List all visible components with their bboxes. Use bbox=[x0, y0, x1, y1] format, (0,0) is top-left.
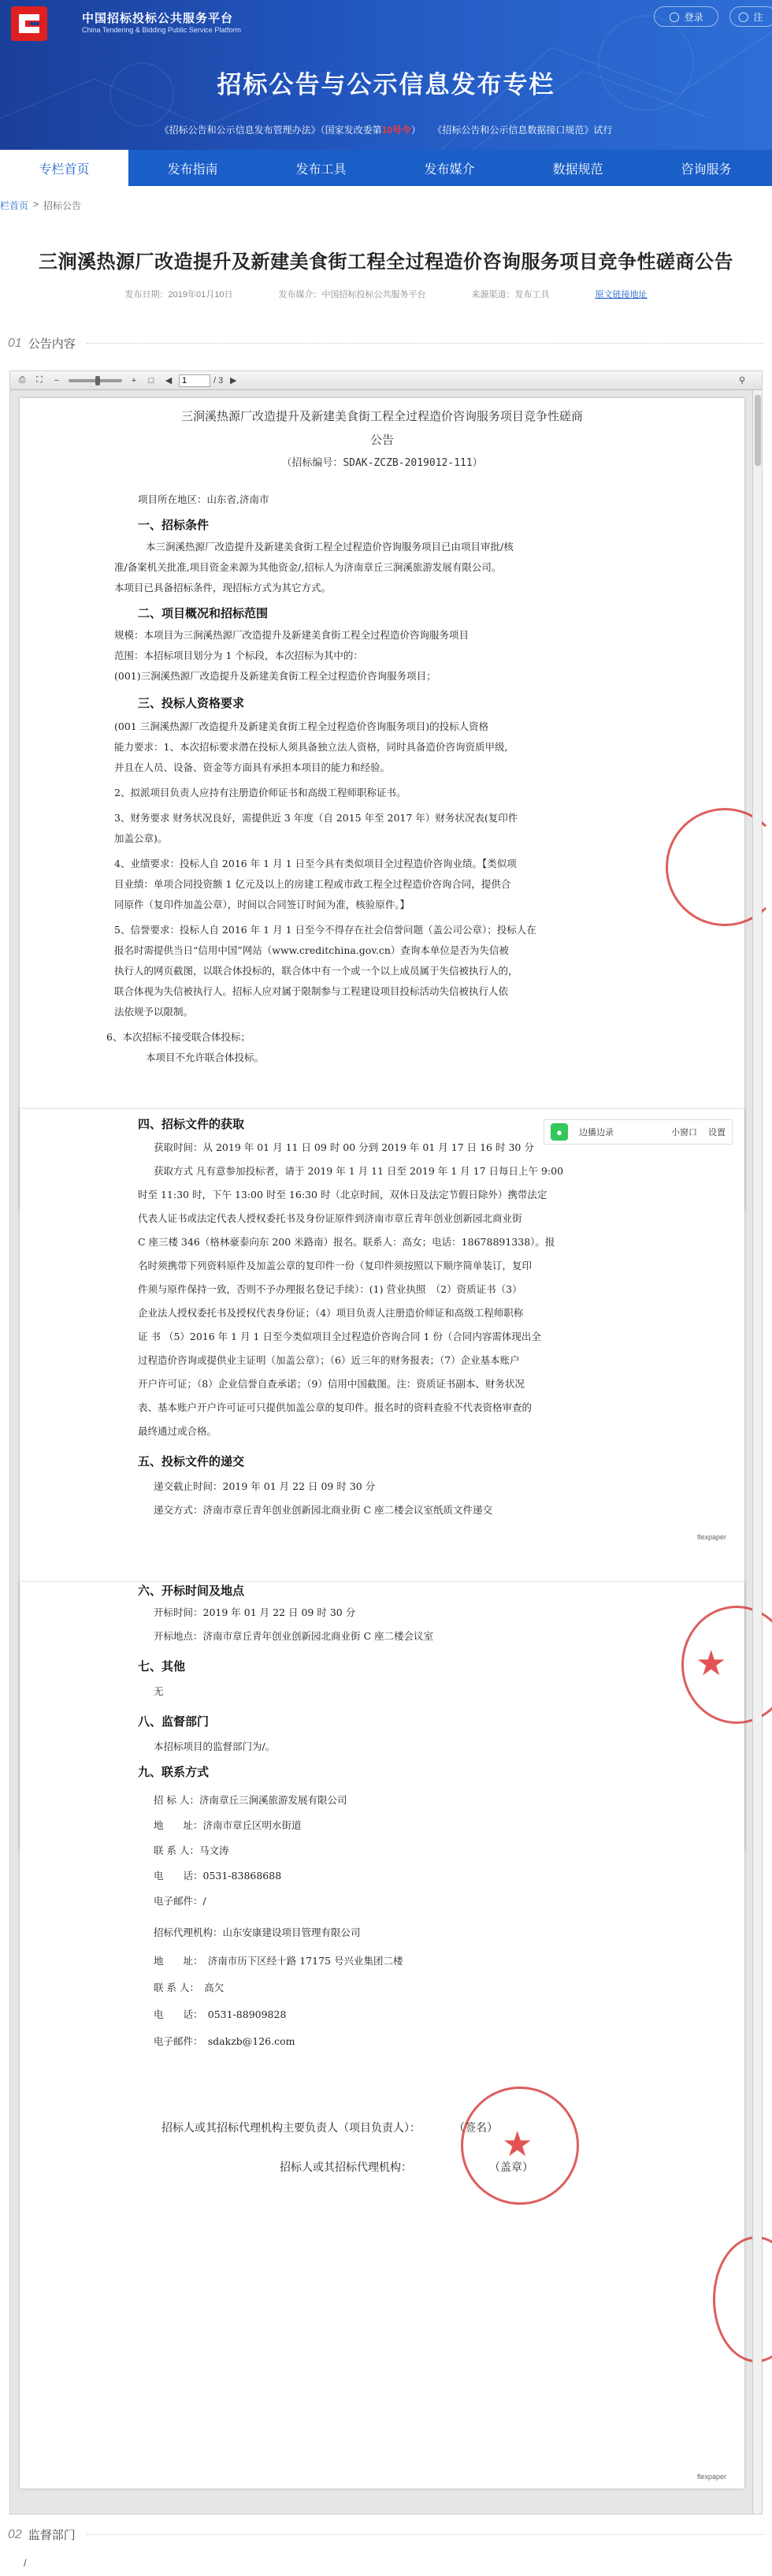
doc-text: 6、本次招标不接受联合体投标； bbox=[106, 1031, 251, 1043]
seal-star-icon: ★ bbox=[502, 2124, 533, 2165]
doc-text: 4、业绩要求：投标人自 2016 年 1 月 1 日至今具有类似项目全过程造价咨询业绩。【类似项 bbox=[114, 858, 517, 869]
page-next-icon[interactable]: ▶ bbox=[230, 376, 237, 385]
doc-text: 执行人的网页截图，以联合体投标的，联合体中有一个或一个以上成员属于失信被执行人的， bbox=[114, 965, 518, 977]
doc-text: 最终通过或合格。 bbox=[138, 1425, 217, 1437]
doc-text: 件须与原件保持一致，否则不予办理报名登记手续）：(1) 营业执照 （2）资质证书（3） bbox=[138, 1283, 522, 1295]
doc-heading-6: 六、开标时间及地点 bbox=[138, 1584, 245, 1598]
doc-text: (001)三涧溪热源厂改造提升及新建美食街工程全过程造价咨询服务项目； bbox=[114, 670, 436, 682]
doc-text: 本项目已具备招标条件，现招标方式为其它方式。 bbox=[114, 582, 332, 594]
document-page-3 bbox=[20, 1582, 744, 2489]
doc-text: 代表人证书或法定代表人授权委托书及身份证原件到济南市章丘青年创业创新园北商业街 bbox=[138, 1212, 522, 1224]
doc-text: 加盖公章)。 bbox=[114, 832, 168, 844]
register-button[interactable] bbox=[729, 6, 772, 27]
flexpaper-watermark: flexpaper bbox=[697, 1533, 727, 1541]
notice-link-spec[interactable]: 《招标公告和公示信息数据接口规范》试行 bbox=[432, 125, 613, 136]
doc-text: 准/备案机关批准,项目资金来源为其他资金/,招标人为济南章丘三涧溪旅游发展有限公司。 bbox=[114, 561, 502, 573]
doc-text: 3、财务要求 财务状况良好，需提供近 3 年度（自 2015 年至 2017 年）财务状况表(复印件 bbox=[114, 812, 518, 824]
brand-name-cn: 中国招标投标公共服务平台 bbox=[82, 12, 234, 25]
section-announcement-content bbox=[8, 335, 764, 352]
doc-heading-1: 一、招标条件 bbox=[138, 518, 210, 532]
breadcrumb-separator: > bbox=[33, 199, 39, 210]
page-prev-icon[interactable]: ◀ bbox=[165, 376, 173, 385]
page-number-input[interactable] bbox=[179, 374, 210, 387]
notice-link-measures[interactable] bbox=[160, 125, 421, 136]
breadcrumb bbox=[0, 199, 81, 212]
doc-contact: 联 系 人：马文涛 bbox=[154, 1845, 229, 1856]
doc-heading-4: 四、招标文件的获取 bbox=[138, 1117, 245, 1131]
doc-text: 名时须携带下列资料原件及加盖公章的复印件一份（复印件须按照以下顺序简单装订，复印 bbox=[138, 1260, 533, 1271]
register-label: 注 bbox=[753, 11, 763, 23]
mini-window-button[interactable]: 小窗口 bbox=[671, 1128, 697, 1137]
doc-signature-line: 招标人或其招标代理机构主要负责人（项目负责人）： （签名） bbox=[161, 2122, 498, 2135]
site-header bbox=[0, 0, 772, 150]
doc-heading-8: 八、监督部门 bbox=[138, 1714, 210, 1729]
doc-contact: 电 话： 0531-88909828 bbox=[154, 2008, 287, 2020]
login-label: 登录 bbox=[684, 11, 703, 23]
zoom-in-icon[interactable]: + bbox=[131, 375, 137, 385]
nav-item-tools[interactable]: 发布工具 bbox=[295, 162, 347, 177]
doc-heading-5: 五、投标文件的递交 bbox=[138, 1454, 245, 1469]
zoom-slider[interactable] bbox=[69, 379, 122, 382]
doc-location: 项目所在地区：山东省,济南市 bbox=[138, 493, 269, 505]
brand-name-en: China Tendering & Bidding Public Service Platform bbox=[82, 26, 241, 34]
doc-text: 企业法人授权委托书及授权代表身份证；（4）项目负责人注册造价师证和高级工程师职称 bbox=[138, 1307, 524, 1319]
doc-text: 递交截止时间：2019 年 01 月 22 日 09 时 30 分 bbox=[154, 1480, 376, 1492]
user-add-icon: ◯ bbox=[738, 11, 749, 22]
doc-text: 法依规予以限制。 bbox=[114, 1006, 194, 1018]
page-total: / 3 bbox=[213, 375, 224, 385]
site-title: 招标公告与公示信息发布专栏 bbox=[217, 71, 555, 99]
doc-text: 报名时需提供当日“信用中国”网站（www.creditchina.gov.cn）查询本单位是否为失信被 bbox=[114, 944, 509, 956]
fit-page-icon[interactable]: □ bbox=[148, 375, 154, 385]
doc-contact: 联 系 人： 高欠 bbox=[154, 1982, 225, 1993]
doc-text: (001 三涧溪热源厂改造提升及新建美食街工程全过程造价咨询服务项目)的投标人资格 bbox=[114, 720, 489, 732]
doc-contact: 地 址：济南市章丘区明水街道 bbox=[154, 1819, 302, 1831]
doc-contact: 电 话：0531-83868688 bbox=[154, 1870, 282, 1882]
doc-text: 规模：本项目为三涧溪热源厂改造提升及新建美食街工程全过程造价咨询服务项目 bbox=[114, 629, 470, 641]
main-nav bbox=[0, 150, 772, 186]
doc-contact: 招标代理机构：山东安康建设项目管理有限公司 bbox=[154, 1926, 361, 1938]
doc-text: 能力要求：1、本次招标要求潜在投标人须具备独立法人资格，同时具备造价咨询资质甲级, bbox=[114, 741, 508, 753]
notice-link-text: 《招标公告和公示信息发布管理办法》（国家发改委第 bbox=[159, 125, 382, 136]
nav-item-consulting[interactable]: 咨询服务 bbox=[681, 162, 732, 177]
section-divider bbox=[87, 2534, 764, 2535]
record-icon[interactable]: ● bbox=[551, 1123, 568, 1141]
notice-link-suffix: ） bbox=[411, 125, 421, 136]
user-icon: ◯ bbox=[669, 11, 680, 22]
seal-star-icon: ★ bbox=[696, 1644, 727, 1684]
doc-heading-2: 二、项目概况和招标范围 bbox=[138, 606, 269, 620]
viewer-scrollbar[interactable] bbox=[752, 390, 762, 2514]
section-divider bbox=[87, 343, 764, 344]
login-button[interactable] bbox=[654, 6, 718, 27]
article-meta bbox=[0, 288, 772, 300]
agency-seal-stamp bbox=[713, 2236, 772, 2362]
doc-heading-3: 三、投标人资格要求 bbox=[138, 696, 245, 710]
document-page-1 bbox=[20, 398, 744, 1210]
doc-text: 获取时间：从 2019 年 01 月 11 日 09 时 00 分到 2019 年 01 月 17 日 16 时 30 分 bbox=[154, 1141, 534, 1153]
doc-text: C 座三楼 346（格林豪泰向东 200 米路南）报名。联系人：高女；电话：18678891338）。报 bbox=[138, 1236, 555, 1248]
breadcrumb-current: 招标公告 bbox=[43, 200, 82, 211]
doc-text: 目业绩：单项合同投资额 1 亿元及以上的房建工程或市政工程全过程造价咨询合同，提供合 bbox=[114, 878, 511, 890]
source-channel: 来源渠道：发布工具 bbox=[471, 290, 550, 300]
flexpaper-watermark: flexpaper bbox=[697, 2473, 727, 2481]
supervisory-dept-value: / bbox=[24, 2557, 27, 2569]
doc-contact: 电子邮件：/ bbox=[154, 1895, 206, 1907]
notice-order-number: 10号令 bbox=[381, 125, 411, 136]
search-icon[interactable]: ⚲ bbox=[738, 376, 746, 385]
section-supervisory-dept bbox=[8, 2526, 764, 2543]
floating-media-toolbar bbox=[544, 1119, 733, 1145]
notice-links bbox=[0, 123, 772, 136]
platform-logo[interactable] bbox=[11, 6, 47, 41]
doc-text: 本三涧溪热源厂改造提升及新建美食街工程全过程造价咨询服务项目已由项目审批/核 bbox=[146, 541, 514, 553]
doc-text: 开户许可证；（8）企业信誉自查承诺；（9）信用中国截图。注：资质证书副本、财务状况 bbox=[138, 1378, 525, 1390]
publish-media: 发布媒介：中国招标投标公共服务平台 bbox=[278, 290, 426, 300]
publish-date: 发布日期：2019年01月10日 bbox=[124, 290, 233, 300]
doc-text: 开标时间：2019 年 01 月 22 日 09 时 30 分 bbox=[154, 1606, 356, 1618]
doc-text: 并且在人员、设备、资金等方面具有承担本项目的能力和经验。 bbox=[114, 761, 391, 773]
doc-text: 开标地点：济南市章丘青年创业创新园北商业街 C 座二楼会议室 bbox=[154, 1630, 434, 1642]
doc-text: 联合体视为失信被执行人。招标人应对属于限制参与工程建设项目投标活动失信被执行人依 bbox=[114, 985, 509, 997]
print-icon[interactable]: ⎙ bbox=[18, 375, 26, 385]
section-label: 公告内容 bbox=[28, 337, 76, 351]
doc-text: 本项目不允许联合体投标。 bbox=[146, 1052, 265, 1063]
settings-button[interactable]: 设置 bbox=[708, 1128, 726, 1137]
doc-text: 过程造价咨询或提供业主证明（加盖公章）；（6）近三年的财务报表；（7）企业基本账户 bbox=[138, 1354, 520, 1366]
doc-text: 递交方式：济南市章丘青年创业创新园北商业街 C 座二楼会议室纸质文件递交 bbox=[154, 1504, 493, 1516]
doc-bid-number: （招标编号：SDAK-ZCZB-2019012-111） bbox=[281, 457, 483, 469]
doc-contact: 电子邮件： sdakzb@126.com bbox=[154, 2035, 295, 2047]
doc-text: 证 书 （5）2016 年 1 月 1 日至今类似项目全过程造价咨询合同 1 份（合同内容需体现出全 bbox=[138, 1331, 541, 1342]
doc-contact: 招 标 人：济南章丘三涧溪旅游发展有限公司 bbox=[154, 1794, 347, 1806]
doc-text: 范围：本招标项目划分为 1 个标段，本次招标为其中的： bbox=[114, 650, 363, 661]
doc-text: 表、基本账户开户许可证可只提供加盖公章的复印件。报名时的资料查验不代表资格审查的 bbox=[138, 1402, 533, 1413]
nav-item-data-spec[interactable]: 数据规范 bbox=[552, 162, 603, 177]
doc-title-line2: 公告 bbox=[369, 433, 394, 447]
doc-title-line1: 三涧溪热源厂改造提升及新建美食街工程全过程造价咨询服务项目竞争性磋商 bbox=[180, 409, 583, 423]
viewer-toolbar bbox=[10, 371, 762, 390]
doc-text: 无 bbox=[154, 1685, 164, 1697]
doc-heading-7: 七、其他 bbox=[138, 1659, 186, 1673]
article-title: 三涧溪热源厂改造提升及新建美食街工程全过程造价咨询服务项目竞争性磋商公告 bbox=[39, 251, 733, 273]
section-number: 02 bbox=[8, 2527, 22, 2541]
doc-seal-line: 招标人或其招标代理机构： （盖章） bbox=[280, 2161, 533, 2174]
doc-text: 获取方式 凡有意参加投标者，请于 2019 年 1 月 11 日至 2019 年 1 月 17 日每日上午 9:00 bbox=[154, 1165, 564, 1177]
doc-contact: 地 址： 济南市历下区经十路 17175 号兴业集团二楼 bbox=[154, 1955, 403, 1967]
nav-item-media[interactable]: 发布媒介 bbox=[424, 162, 475, 177]
fullscreen-icon[interactable]: ⛶ bbox=[36, 375, 43, 385]
original-link[interactable]: 原文链接地址 bbox=[595, 290, 648, 300]
zoom-out-icon[interactable]: − bbox=[54, 375, 60, 385]
nav-item-home[interactable]: 专栏首页 bbox=[0, 150, 128, 186]
doc-text: 本招标项目的监督部门为/。 bbox=[154, 1740, 276, 1752]
doc-text: 5、信誉要求：投标人自 2016 年 1 月 1 日至今不得存在社会信誉问题（盖公司公章）；投标人在 bbox=[114, 924, 536, 936]
scrollbar-thumb[interactable] bbox=[755, 395, 761, 466]
doc-text: 时至 11:30 时，下午 13:00 时至 16:30 时（北京时间，双休日及法定节假日除外）携带法定 bbox=[138, 1189, 547, 1201]
doc-text: 2、拟派项目负责人应持有注册造价师证书和高级工程师职称证书。 bbox=[114, 787, 406, 798]
document-viewer bbox=[9, 370, 763, 2515]
breadcrumb-home[interactable]: 栏首页 bbox=[0, 200, 29, 211]
doc-text: 同原件（复印件加盖公章），时间以合同签订时间为准，核验原件。】 bbox=[114, 899, 410, 910]
section-label: 监督部门 bbox=[28, 2529, 76, 2542]
nav-item-guide[interactable]: 发布指南 bbox=[167, 162, 218, 177]
section-number: 01 bbox=[8, 336, 22, 350]
record-while-play-button[interactable]: 边播边录 bbox=[579, 1128, 614, 1137]
doc-heading-9: 九、联系方式 bbox=[138, 1765, 210, 1779]
